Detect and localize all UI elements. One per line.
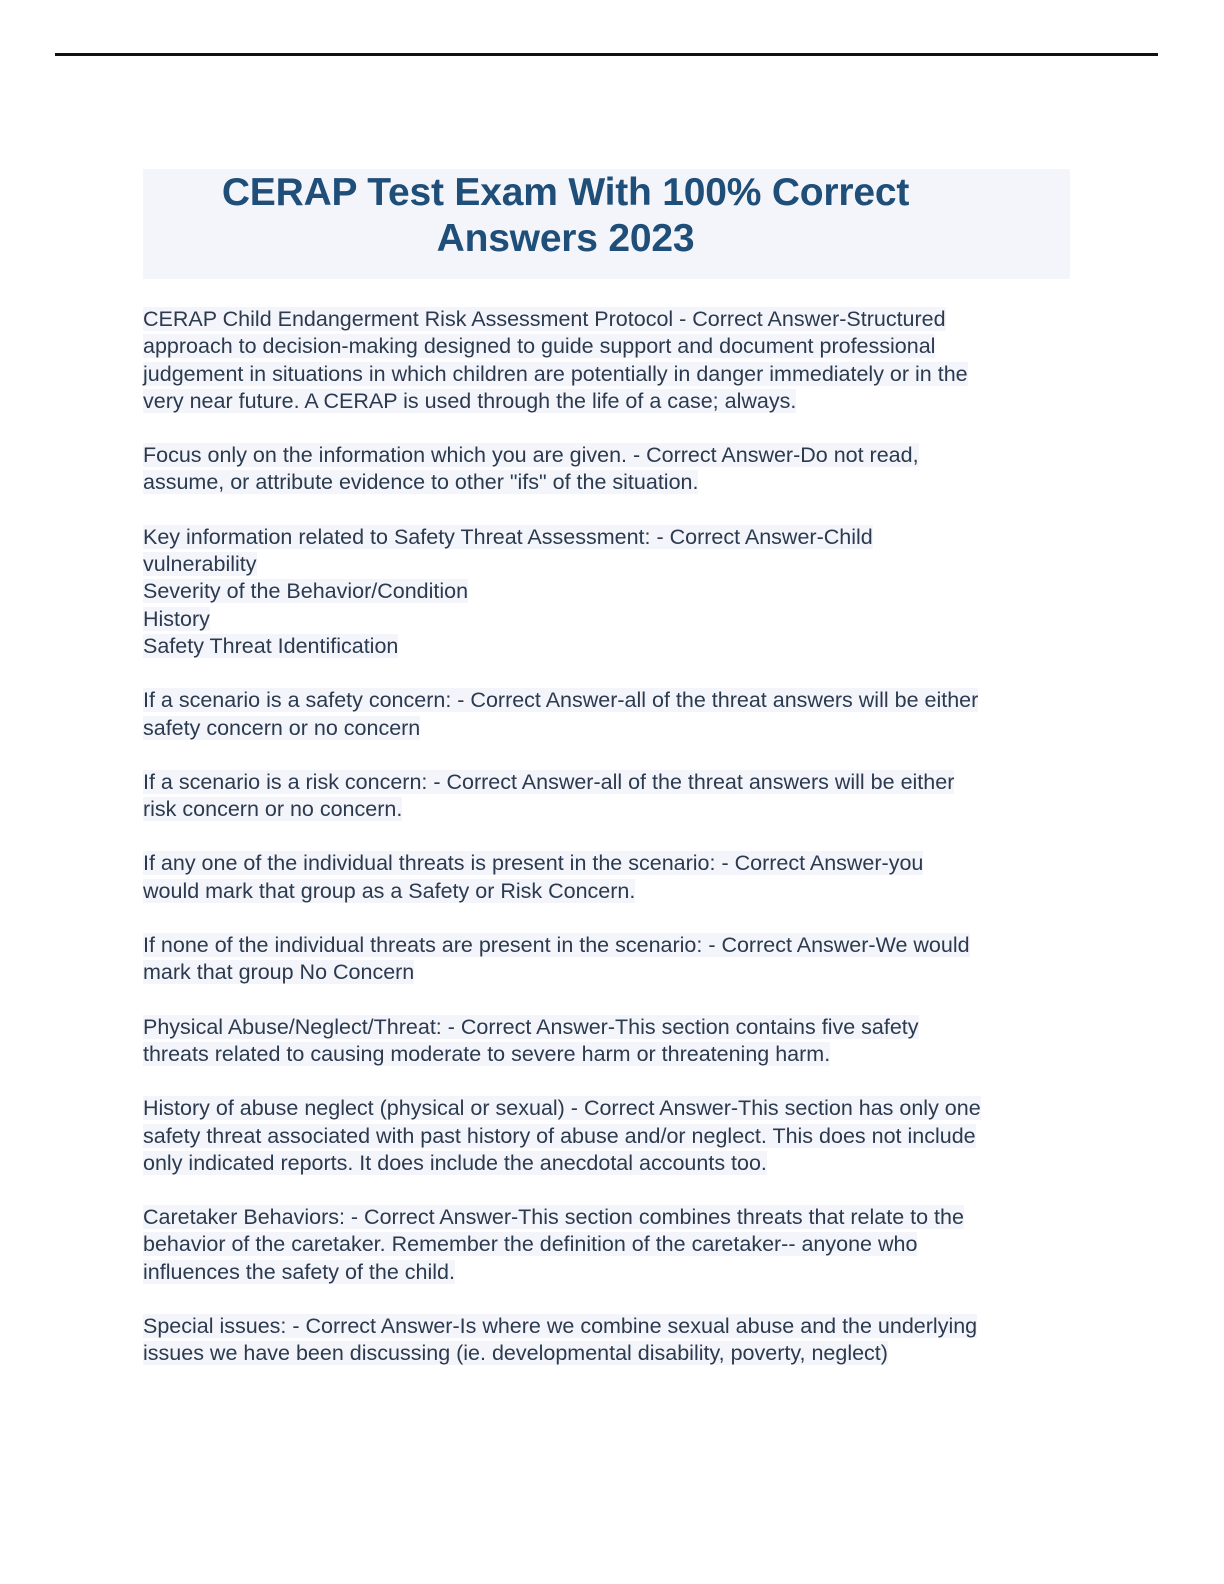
qa-line-text: If any one of the individual threats is present in the scenario: - Correct Answer-you	[143, 851, 924, 876]
qa-line-text: vulnerability	[143, 552, 257, 577]
qa-line	[143, 551, 1088, 578]
qa-line	[143, 1150, 1088, 1177]
qa-entry	[143, 850, 1088, 905]
qa-line	[143, 469, 1088, 496]
qa-entry	[143, 442, 1088, 497]
qa-entry	[143, 932, 1088, 987]
qa-line-text: approach to decision-making designed to guide support and document professional	[143, 334, 936, 359]
qa-entry	[143, 687, 1088, 742]
qa-line-text: Key information related to Safety Threat Assessment: - Correct Answer-Child	[143, 524, 873, 549]
qa-line-text: very near future. A CERAP is used through the life of a case; always.	[143, 388, 797, 413]
qa-line	[143, 1313, 1088, 1340]
qa-line	[143, 524, 1088, 551]
document-title	[143, 170, 988, 262]
qa-line	[143, 442, 1088, 469]
qa-line-text: issues we have been discussing (ie. developmental disability, poverty, neglect)	[143, 1341, 888, 1366]
qa-line	[143, 1259, 1088, 1286]
qa-line	[143, 633, 1088, 660]
qa-line-text: mark that group No Concern	[143, 960, 415, 985]
qa-entry	[143, 1204, 1088, 1286]
qa-line-text: only indicated reports. It does include the anecdotal accounts too.	[143, 1150, 767, 1175]
qa-line	[143, 1014, 1088, 1041]
qa-line	[143, 932, 1088, 959]
header-rule	[55, 53, 1158, 56]
qa-line	[143, 1123, 1088, 1150]
qa-line-text: If none of the individual threats are present in the scenario: - Correct Answer-We would	[143, 933, 970, 958]
qa-line-text: Special issues: - Correct Answer-Is where we combine sexual abuse and the underlying	[143, 1314, 978, 1339]
qa-line-text: History	[143, 606, 210, 631]
qa-line	[143, 361, 1088, 388]
qa-entry	[143, 1313, 1088, 1368]
qa-entry	[143, 524, 1088, 660]
qa-line	[143, 578, 1088, 605]
qa-entry	[143, 1014, 1088, 1069]
qa-line-text: behavior of the caretaker. Remember the definition of the caretaker-- anyone who	[143, 1232, 918, 1257]
qa-line-text: safety concern or no concern	[143, 715, 421, 740]
qa-line	[143, 687, 1088, 714]
qa-line-text: safety threat associated with past history of abuse and/or neglect. This does not include	[143, 1123, 976, 1148]
qa-line-text: would mark that group as a Safety or Risk Concern.	[143, 878, 636, 903]
qa-line-text: Caretaker Behaviors: - Correct Answer-This section combines threats that relate to the	[143, 1205, 964, 1230]
qa-line-text: judgement in situations in which children are potentially in danger immediately or in the	[143, 361, 968, 386]
qa-line	[143, 333, 1088, 360]
qa-line-text: If a scenario is a risk concern: - Correct Answer-all of the threat answers will be either	[143, 769, 955, 794]
qa-entry	[143, 306, 1088, 415]
qa-line-text: influences the safety of the child.	[143, 1259, 455, 1284]
document-title-line: CERAP Test Exam With 100% Correct	[221, 171, 910, 214]
qa-line	[143, 850, 1088, 877]
qa-entry	[143, 769, 1088, 824]
qa-line-text: Safety Threat Identification	[143, 633, 399, 658]
qa-list	[143, 306, 1088, 1395]
qa-line	[143, 388, 1088, 415]
qa-line	[143, 1231, 1088, 1258]
qa-line	[143, 796, 1088, 823]
qa-line	[143, 306, 1088, 333]
qa-line-text: If a scenario is a safety concern: - Correct Answer-all of the threat answers will be either	[143, 688, 979, 713]
qa-entry	[143, 1095, 1088, 1177]
qa-line	[143, 878, 1088, 905]
qa-line	[143, 959, 1088, 986]
qa-line-text: History of abuse neglect (physical or sexual) - Correct Answer-This section has only one	[143, 1096, 981, 1121]
qa-line-text: Severity of the Behavior/Condition	[143, 579, 469, 604]
qa-line-text: threats related to causing moderate to severe harm or threatening harm.	[143, 1041, 831, 1066]
qa-line	[143, 1041, 1088, 1068]
qa-line-text: Physical Abuse/Neglect/Threat: - Correct Answer-This section contains five safety	[143, 1014, 919, 1039]
document-title-line: Answers 2023	[436, 217, 695, 260]
qa-line	[143, 769, 1088, 796]
qa-line	[143, 1340, 1088, 1367]
qa-line-text: risk concern or no concern.	[143, 797, 403, 822]
qa-line-text: Focus only on the information which you are given. - Correct Answer-Do not read,	[143, 443, 919, 468]
qa-line	[143, 606, 1088, 633]
qa-line	[143, 1095, 1088, 1122]
qa-line-text: CERAP Child Endangerment Risk Assessment Protocol - Correct Answer-Structured	[143, 307, 946, 331]
qa-line	[143, 715, 1088, 742]
qa-line	[143, 1204, 1088, 1231]
qa-line-text: assume, or attribute evidence to other "ifs" of the situation.	[143, 470, 699, 495]
